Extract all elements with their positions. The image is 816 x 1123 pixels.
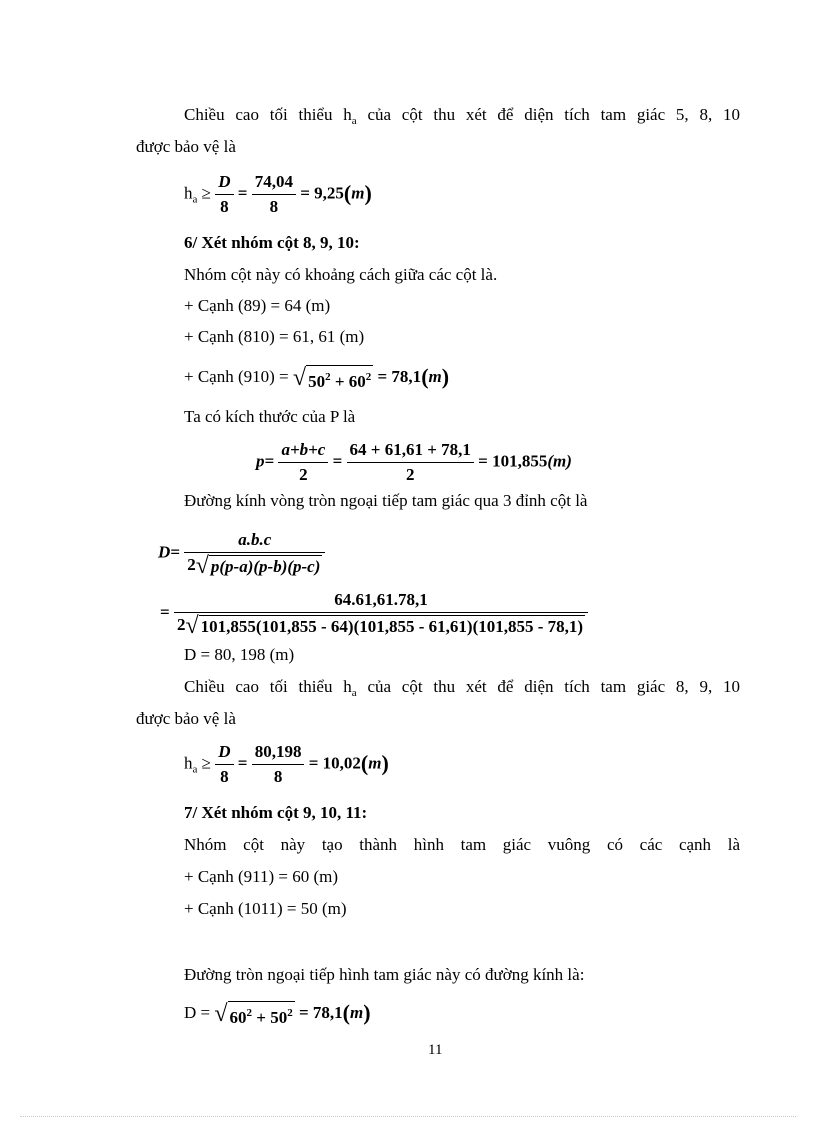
s6-d-intro: Đường kính vòng tròn ngoại tiếp tam giác qua 3 đỉnh cột là [184,491,588,510]
sqrt: √ $60^2 + 50^2$ [214,1001,293,1028]
fraction: $\frac{D}{8}$ [215,172,233,217]
equation-d-formula: D= $\frac{a.b.c}{2√ p(p-a)(p-b)(p-c)}$ [158,530,325,577]
equation-p: p= $\frac{a+b+c}{2}$ = $\frac{64 + 61,61 + 78,1}{2}$ = 101,855(m) [256,440,572,484]
fraction: $\frac{D}{8}$ [215,742,233,787]
s7-d-intro: Đường tròn ngoại tiếp hình tam giác này có đường kính là: [184,965,585,984]
s6-edge-910: + Cạnh (910) = √ $50^2 + 60^2 = 78,1(m)$ [184,364,450,392]
fraction: $\frac{74,04}{8}$ [252,172,296,217]
s7-edge-1011: + Cạnh (1011) = 50 (m) [184,899,347,918]
s6-d-value: D = 80, 198 (m) [184,645,295,664]
fraction: $\frac{64.61,61.78,1}{2√ 101,855(101,855 - 64)(101,855 - 61,61)(101,855 - 78,1)}$ [174,590,588,637]
section-6-heading: 6/ Xét nhóm cột 8, 9, 10: [184,233,360,252]
s6-intro: Nhóm cột này có khoảng cách giữa các cột là. [184,265,498,284]
equation-min-height-1: $h_a$ ≥ $\frac{D}{8}$ = $\frac{74,04}{8}$ = 9,25(m) [184,172,372,216]
paragraph-min-height-2-cont: được bảo vệ là [136,709,236,728]
s7-intro: Nhóm cột này tạo thành hình tam giác vuông có các cạnh là [184,835,740,854]
s7-edge-911: + Cạnh (911) = 60 (m) [184,867,339,886]
sqrt: √ $50^2 + 60^2$ [292,365,372,392]
fraction: $\frac{a.b.c}{2√ p(p-a)(p-b)(p-c)}$ [184,530,325,577]
equation-d-right-triangle: D = √ $60^2 + 50^2 = 78,1(m)$ [184,1000,371,1028]
s6-edge-89: + Cạnh (89) = 64 (m) [184,296,331,315]
paragraph-min-height-2: Chiều cao tối thiểu $h_a$ của cột thu xét để diện tích tam giác 8, 9, 10 [184,677,740,699]
equation-min-height-2: $h_a$ ≥ $\frac{D}{8}$ = $\frac{80,198}{8}$ = 10,02(m) [184,742,389,786]
fraction: $\frac{a+b+c}{2}$ [278,440,328,485]
page-bottom-divider [20,1116,796,1117]
equation-d-substituted: = $\frac{64.61,61.78,1}{2√ 101,855(101,855 - 64)(101,855 - 61,61)(101,855 - 78,1)}$ [160,590,588,637]
fraction: $\frac{80,198}{8}$ [252,742,305,787]
s6-edge-810: + Cạnh (810) = 61, 61 (m) [184,327,365,346]
fraction: $\frac{64 + 61,61 + 78,1}{2}$ [347,440,474,485]
paragraph-min-height-1: Chiều cao tối thiểu $h_a$ của cột thu xét để diện tích tam giác 5, 8, 10 [184,105,740,127]
page-number: 11 [428,1042,443,1058]
section-7-heading: 7/ Xét nhóm cột 9, 10, 11: [184,803,368,822]
s6-p-intro: Ta có kích thước của P là [184,407,356,426]
paragraph-min-height-1-cont: được bảo vệ là [136,137,236,156]
